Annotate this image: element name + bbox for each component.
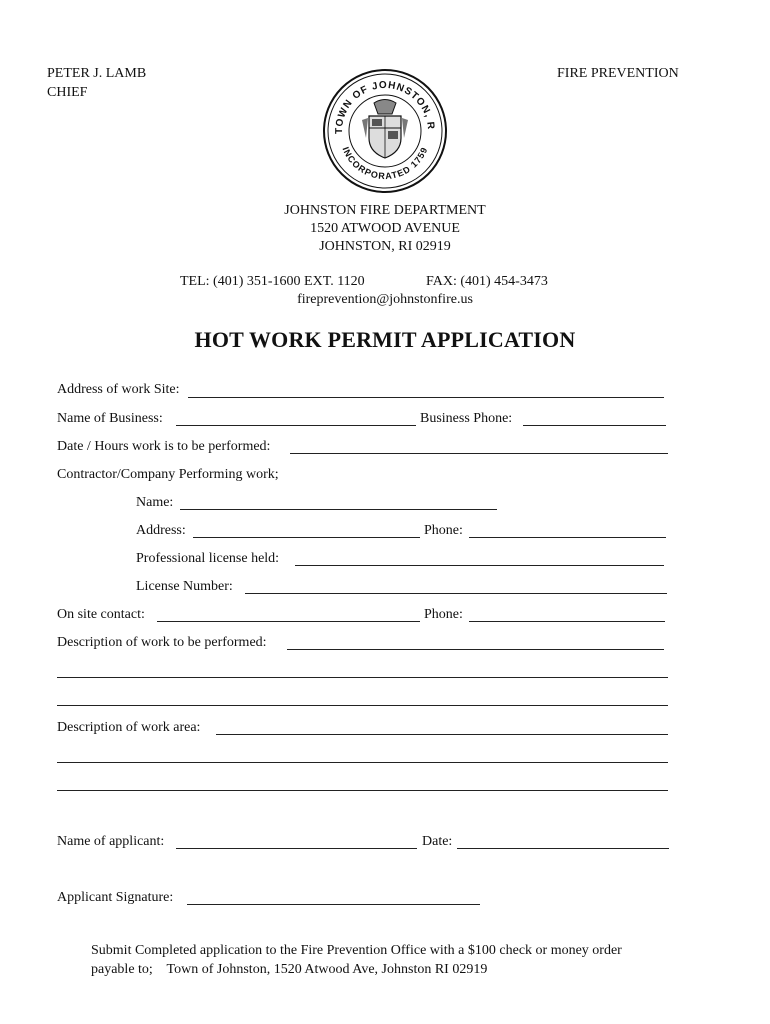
description-work-line[interactable] [57, 705, 668, 706]
form-title: HOT WORK PERMIT APPLICATION [194, 327, 576, 352]
contractor-address-label: Address: [136, 523, 186, 538]
description-area-label: Description of work area: [57, 720, 201, 735]
date-label: Date: [422, 834, 453, 849]
business-label: Name of Business: [57, 411, 163, 426]
applicant-name-field[interactable] [176, 848, 417, 849]
contractor-name-label: Name: [136, 495, 174, 510]
contractor-label: Contractor/Company Performing work; [57, 467, 279, 482]
address-field[interactable] [188, 397, 664, 398]
applicant-label: Name of applicant: [57, 834, 165, 849]
description-area-line[interactable] [57, 790, 668, 791]
description-area-field[interactable] [216, 734, 668, 735]
business-phone-label: Business Phone: [420, 411, 513, 426]
date-field[interactable] [457, 848, 669, 849]
onsite-phone-field[interactable] [469, 621, 665, 622]
description-work-line[interactable] [57, 677, 668, 678]
department-street: 1520 ATWOOD AVENUE [310, 221, 460, 236]
department-tel: TEL: (401) 351-1600 EXT. 1120 [180, 274, 365, 289]
license-held-field[interactable] [295, 565, 664, 566]
description-work-label: Description of work to be performed: [57, 635, 267, 650]
chief-title: CHIEF [47, 85, 88, 100]
department-name: JOHNSTON FIRE DEPARTMENT [284, 203, 486, 218]
date-hours-field[interactable] [290, 453, 668, 454]
signature-field[interactable] [187, 904, 480, 905]
description-work-field[interactable] [287, 649, 664, 650]
license-number-field[interactable] [245, 593, 667, 594]
division-name: FIRE PREVENTION [557, 66, 679, 81]
contractor-address-field[interactable] [193, 537, 420, 538]
onsite-phone-label: Phone: [424, 607, 463, 622]
license-held-label: Professional license held: [136, 551, 280, 566]
signature-label: Applicant Signature: [57, 890, 174, 905]
contractor-phone-field[interactable] [469, 537, 666, 538]
town-seal-icon [322, 68, 448, 194]
footer-instructions: Submit Completed application to the Fire Prevention Office with a $100 check or money order [91, 943, 622, 958]
license-number-label: License Number: [136, 579, 233, 594]
onsite-contact-field[interactable] [157, 621, 420, 622]
date-hours-label: Date / Hours work is to be performed: [57, 439, 271, 454]
department-fax: FAX: (401) 454-3473 [426, 274, 548, 289]
contractor-name-field[interactable] [180, 509, 497, 510]
department-email: fireprevention@johnstonfire.us [297, 292, 473, 307]
business-phone-field[interactable] [523, 425, 666, 426]
svg-text:INCORPORATED 1759: INCORPORATED 1759 [340, 145, 430, 182]
svg-text:TOWN OF JOHNSTON, RI: TOWN OF JOHNSTON, R [333, 79, 437, 135]
onsite-label: On site contact: [57, 607, 145, 622]
business-name-field[interactable] [176, 425, 416, 426]
footer-payable: payable to; Town of Johnston, 1520 Atwood Ave, Johnston RI 02919 [91, 962, 488, 977]
department-city: JOHNSTON, RI 02919 [319, 239, 451, 254]
description-area-line[interactable] [57, 762, 668, 763]
address-label: Address of work Site: [57, 382, 180, 397]
chief-name: PETER J. LAMB [47, 66, 147, 81]
contractor-phone-label: Phone: [424, 523, 463, 538]
